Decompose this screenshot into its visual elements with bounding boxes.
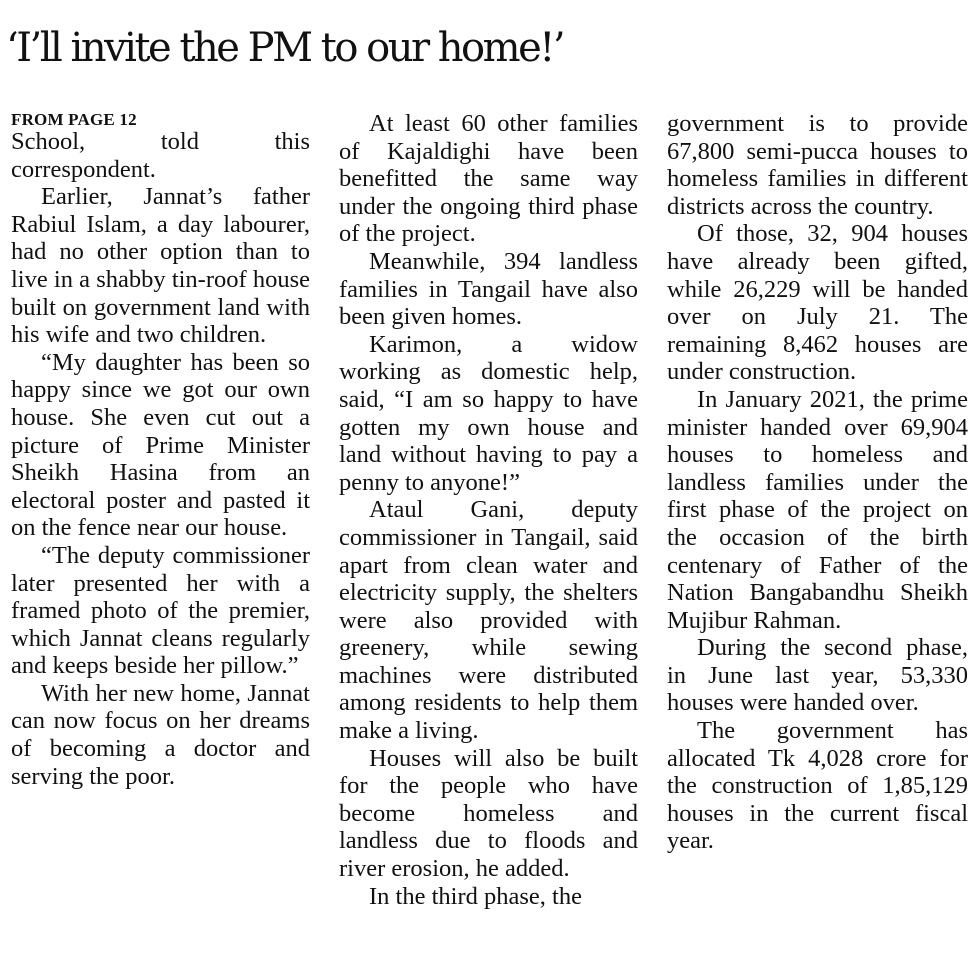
paragraph: In the third phase, the: [369, 882, 582, 910]
paragraph: government is to provide 67,800 semi-pucca houses to homeless families in different districts across the country.: [667, 110, 968, 220]
paragraph: Ataul Gani, deputy commissioner in Tangail, said apart from clean water and electricity supply, the shelters were also provided with greenery, while sewing machines were distributed among residents to help them make a living.: [339, 496, 638, 745]
article-column-1: [11, 110, 310, 790]
paragraph: Earlier, Jannat’s father Rabiul Islam, a day labourer, had no other option than to live in a shabby tin-roof house built on government land with his wife and two children.: [11, 183, 310, 349]
paragraph: In January 2021, the prime minister handed over 69,904 houses to homeless and landless families under the first phase of the project on the occasion of the birth centenary of Father of the Nation Bangabandhu Sheikh Mujibur Rahman.: [667, 385, 968, 634]
paragraph: With her new home, Jannat can now focus on her dreams of becoming a doctor and serving the poor.: [11, 679, 310, 790]
continuation-kicker: FROM PAGE 12: [11, 110, 137, 129]
paragraph: Houses will also be built for the people who have become homeless and landless due to floods and river erosion, he added.: [339, 744, 638, 883]
paragraph: At least 60 other families of Kajaldighi have been benefitted the same way under the ongoing third phase of the project.: [339, 110, 638, 248]
paragraph: During the second phase, in June last year, 53,330 houses were handed over.: [667, 634, 968, 717]
paragraph: “The deputy commissioner later presented her with a framed photo of the premier, which Jannat cleans regularly and keeps beside her pillow.”: [11, 541, 310, 680]
article-column-2: [339, 110, 638, 910]
paragraph: Of those, 32, 904 houses have already been gifted, while 26,229 will be handed over on July 21. The remaining 8,462 houses are under construction.: [667, 220, 968, 386]
paragraph: “My daughter has been so happy since we got our own house. She even cut out a picture of Prime Minister Sheikh Hasina from an electoral poster and pasted it on the fence near our house.: [11, 348, 310, 542]
paragraph: Karimon, a widow working as domestic help, said, “I am so happy to have gotten my own house and land without having to pay a penny to anyone!”: [339, 330, 638, 496]
paragraph: Meanwhile, 394 landless families in Tangail have also been given homes.: [339, 247, 638, 331]
paragraph: School, told this correspondent.: [11, 128, 310, 183]
headline: ‘I’ll invite the PM to our home!’: [6, 25, 564, 71]
paragraph: The government has allocated Tk 4,028 crore for the construction of 1,85,129 houses in the current fiscal year.: [667, 717, 968, 855]
article-column-3: [667, 110, 968, 855]
